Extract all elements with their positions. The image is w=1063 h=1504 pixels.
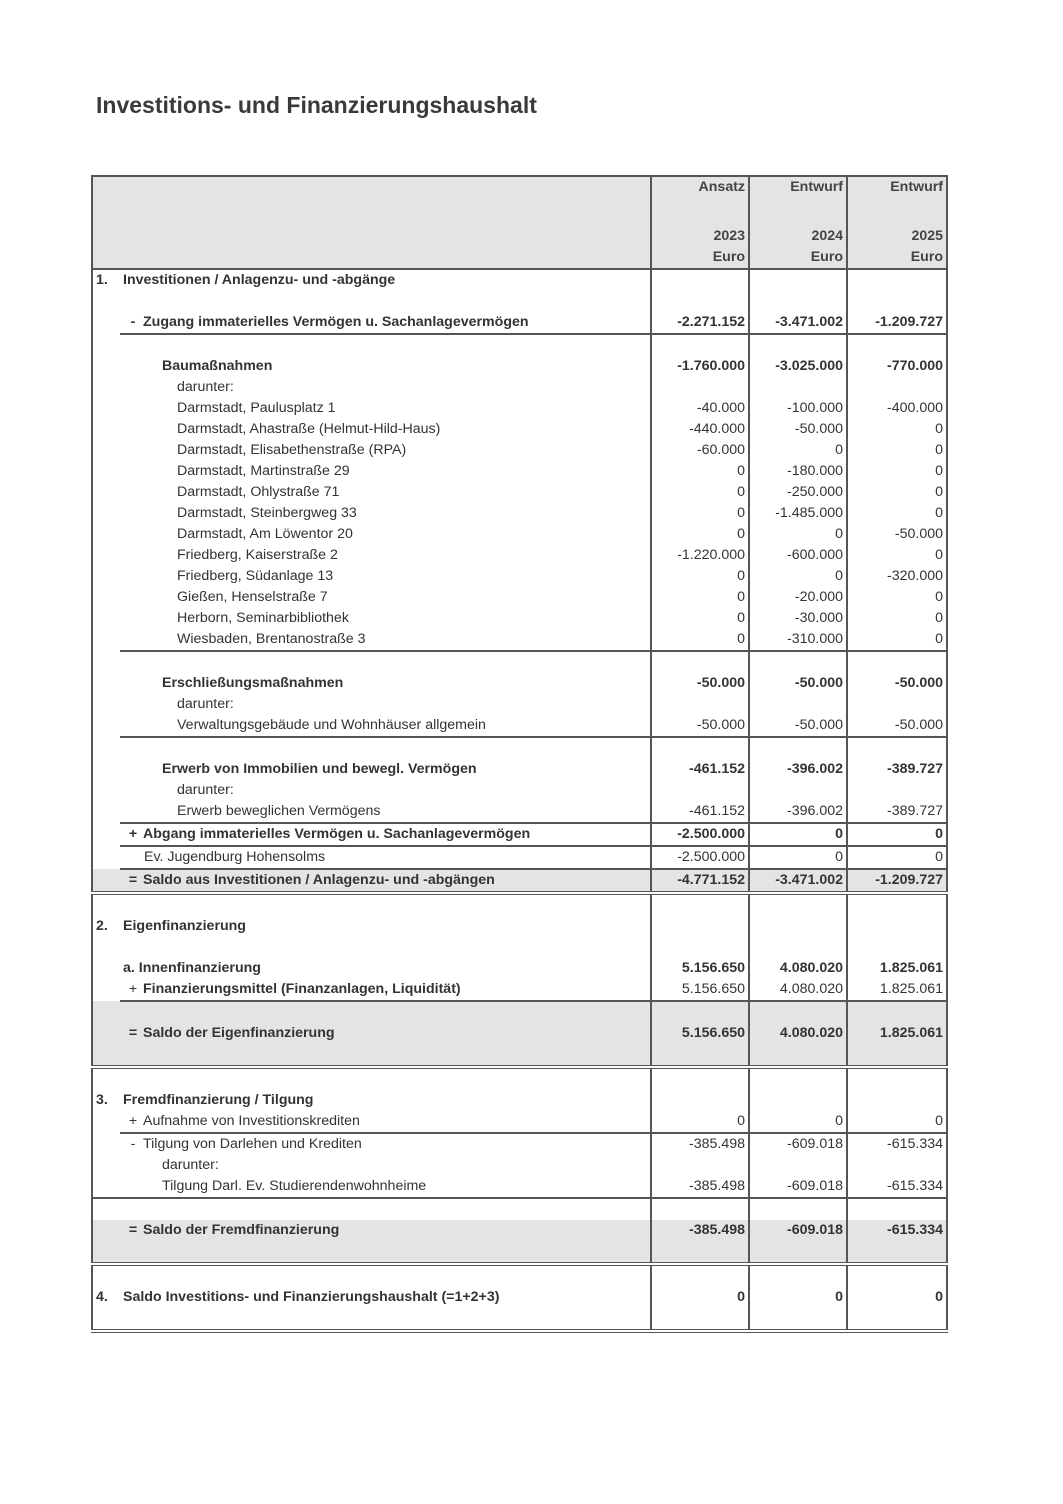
value-2023: 0 (651, 461, 749, 482)
value-2023: 0 (651, 1111, 749, 1133)
row-symbol: = (128, 1025, 138, 1041)
value-2025: 0 (847, 608, 947, 629)
value-2024: -30.000 (749, 608, 847, 629)
col-header-year: 2023 (651, 226, 749, 247)
table-row (92, 356, 947, 377)
table-row (92, 377, 947, 398)
finance-table (91, 175, 948, 1333)
value-2025: -400.000 (847, 398, 947, 419)
value-2023: -385.498 (651, 1176, 749, 1198)
value-2023: -50.000 (651, 673, 749, 694)
value-2024: 4.080.020 (749, 1023, 847, 1044)
section-number: 4. (92, 1287, 120, 1308)
value-2025: -615.334 (847, 1133, 947, 1155)
row-label: Erschließungsmaßnahmen (162, 675, 344, 691)
row-symbol: = (128, 872, 138, 888)
table-row (92, 545, 947, 566)
section-number: 3. (92, 1090, 120, 1111)
value-2025: 0 (847, 503, 947, 524)
table-row (92, 1155, 947, 1176)
table-row (92, 780, 947, 801)
header-row-label (92, 176, 947, 198)
value-2025: 0 (847, 440, 947, 461)
col-header-unit: Euro (749, 247, 847, 269)
row-label: darunter: (177, 379, 234, 395)
section-row (92, 1090, 947, 1111)
row-label: Gießen, Henselstraße 7 (177, 589, 328, 605)
table-row (92, 461, 947, 482)
row-label: Finanzierungsmittel (Finanzanlagen, Liquidität) (143, 981, 461, 997)
saldo-row (92, 1023, 947, 1044)
value-2024: -250.000 (749, 482, 847, 503)
table-row (92, 979, 947, 1001)
value-2025: 1.825.061 (847, 1023, 947, 1044)
table-row (92, 958, 947, 979)
value-2025: -389.727 (847, 759, 947, 780)
value-2024: -50.000 (749, 715, 847, 737)
table-row (92, 524, 947, 545)
value-2023: -1.760.000 (651, 356, 749, 377)
value-2023: -1.220.000 (651, 545, 749, 566)
value-2023: 5.156.650 (651, 1023, 749, 1044)
row-label: Fremdfinanzierung / Tilgung (123, 1092, 314, 1108)
value-2023: 0 (651, 1287, 749, 1308)
value-2024: -600.000 (749, 545, 847, 566)
value-2023: 0 (651, 503, 749, 524)
value-2023: -2.271.152 (651, 312, 749, 334)
saldo-row (92, 1220, 947, 1241)
value-2025: -615.334 (847, 1176, 947, 1198)
value-2025: 1.825.061 (847, 958, 947, 979)
value-2025: -1.209.727 (847, 312, 947, 334)
value-2025: -50.000 (847, 673, 947, 694)
row-label: Herborn, Seminarbibliothek (177, 610, 349, 626)
value-2024: -609.018 (749, 1176, 847, 1198)
value-2023: -461.152 (651, 801, 749, 823)
page-title: Investitions- und Finanzierungshaushalt (96, 92, 537, 118)
value-2025: 0 (847, 587, 947, 608)
row-label: Saldo aus Investitionen / Anlagenzu- und -abgängen (143, 872, 495, 888)
section-number: 2. (92, 916, 120, 937)
row-label: darunter: (162, 1157, 219, 1173)
value-2024: -50.000 (749, 419, 847, 440)
row-label: Investitionen / Anlagenzu- und -abgänge (123, 272, 396, 288)
value-2025: -1.209.727 (847, 869, 947, 893)
table-row (92, 673, 947, 694)
value-2024: -3.471.002 (749, 312, 847, 334)
value-2024: -50.000 (749, 673, 847, 694)
value-2025: -50.000 (847, 524, 947, 545)
saldo-row (92, 869, 947, 893)
value-2025: 0 (847, 461, 947, 482)
value-2025: -50.000 (847, 715, 947, 737)
row-symbol: - (130, 314, 136, 330)
row-label: Saldo der Eigenfinanzierung (143, 1025, 335, 1041)
value-2024: -396.002 (749, 759, 847, 780)
row-symbol: = (128, 1222, 138, 1238)
value-2024: 4.080.020 (749, 958, 847, 979)
row-label: Erwerb beweglichen Vermögens (148, 801, 651, 823)
table-row (92, 587, 947, 608)
value-2025: -389.727 (847, 801, 947, 823)
value-2023: 0 (651, 566, 749, 587)
row-label: Tilgung von Darlehen und Krediten (143, 1136, 362, 1152)
row-symbol: - (130, 1136, 136, 1152)
value-2023: -50.000 (651, 715, 749, 737)
col-header-unit: Euro (651, 247, 749, 269)
row-label: Darmstadt, Paulusplatz 1 (177, 400, 336, 416)
row-label: Saldo Investitions- und Finanzierungshaushalt (=1+2+3) (123, 1289, 500, 1305)
value-2024: -609.018 (749, 1220, 847, 1241)
row-label: Darmstadt, Martinstraße 29 (177, 463, 350, 479)
value-2025: 0 (847, 545, 947, 566)
table-row (92, 440, 947, 461)
value-2024: 0 (749, 440, 847, 461)
col-header-unit: Euro (847, 247, 947, 269)
value-2023: -60.000 (651, 440, 749, 461)
row-label: Friedberg, Südanlage 13 (177, 568, 334, 584)
table-row (92, 715, 947, 737)
row-label: Zugang immaterielles Vermögen u. Sachanlagevermögen (143, 314, 529, 330)
col-header-year: 2025 (847, 226, 947, 247)
value-2024: -3.471.002 (749, 869, 847, 893)
table-row (92, 1176, 947, 1198)
value-2024: 0 (749, 846, 847, 869)
value-2023: 5.156.650 (651, 979, 749, 1001)
value-2025: 0 (847, 1111, 947, 1133)
value-2024: -396.002 (749, 801, 847, 823)
table-row (92, 846, 947, 869)
value-2024: -609.018 (749, 1133, 847, 1155)
value-2024: -100.000 (749, 398, 847, 419)
row-label: Baumaßnahmen (162, 358, 273, 374)
row-label: a. Innenfinanzierung (123, 960, 261, 976)
table-row (92, 629, 947, 651)
table-row (92, 694, 947, 715)
row-label: Aufnahme von Investitionskrediten (143, 1113, 360, 1129)
value-2025: 0 (847, 419, 947, 440)
row-label: Saldo der Fremdfinanzierung (143, 1222, 340, 1238)
row-label: Eigenfinanzierung (123, 918, 246, 934)
value-2025: 0 (847, 823, 947, 846)
row-label: darunter: (177, 696, 234, 712)
table-row (92, 482, 947, 503)
table-row (92, 801, 947, 823)
value-2023: -2.500.000 (651, 846, 749, 869)
value-2024: 0 (749, 823, 847, 846)
table-row (92, 398, 947, 419)
header-row-year (92, 226, 947, 247)
value-2024: 4.080.020 (749, 979, 847, 1001)
value-2024: -180.000 (749, 461, 847, 482)
value-2024: 0 (749, 1111, 847, 1133)
row-label: Darmstadt, Ahastraße (Helmut-Hild-Haus) (177, 421, 441, 437)
table-row (92, 312, 947, 334)
table-row (92, 566, 947, 587)
header-row-unit (92, 247, 947, 269)
col-header-label: Entwurf (847, 176, 947, 198)
value-2024: 0 (749, 566, 847, 587)
section-row (92, 1287, 947, 1308)
row-label: Tilgung Darl. Ev. Studierendenwohnheime (162, 1178, 427, 1194)
row-symbol: + (128, 981, 138, 997)
col-header-label: Entwurf (749, 176, 847, 198)
value-2023: -385.498 (651, 1133, 749, 1155)
section-number: 1. (92, 269, 120, 291)
value-2025: -320.000 (847, 566, 947, 587)
table-row (92, 823, 947, 846)
value-2025: 0 (847, 846, 947, 869)
value-2023: 0 (651, 587, 749, 608)
section-row (92, 916, 947, 937)
value-2023: 5.156.650 (651, 958, 749, 979)
row-label: Darmstadt, Steinbergweg 33 (177, 505, 357, 521)
row-label: Darmstadt, Ohlystraße 71 (177, 484, 340, 500)
value-2023: 0 (651, 629, 749, 651)
row-label: Erwerb von Immobilien und bewegl. Vermögen (162, 761, 477, 777)
table-row (92, 503, 947, 524)
row-label: Abgang immaterielles Vermögen u. Sachanlagevermögen (143, 826, 531, 842)
row-label: Friedberg, Kaiserstraße 2 (177, 547, 338, 563)
col-header-year: 2024 (749, 226, 847, 247)
table-row (92, 759, 947, 780)
table-row (92, 419, 947, 440)
section-row (92, 269, 947, 291)
row-label: Ev. Jugendburg Hohensolms (120, 846, 651, 869)
row-label: Darmstadt, Am Löwentor 20 (177, 526, 353, 542)
value-2025: -770.000 (847, 356, 947, 377)
row-label: Verwaltungsgebäude und Wohnhäuser allgemein (148, 715, 651, 737)
row-label: darunter: (177, 782, 234, 798)
row-symbol: + (128, 1113, 138, 1129)
value-2023: 0 (651, 482, 749, 503)
value-2024: -310.000 (749, 629, 847, 651)
value-2024: 0 (749, 1287, 847, 1308)
value-2024: 0 (749, 524, 847, 545)
value-2023: -440.000 (651, 419, 749, 440)
value-2023: -385.498 (651, 1220, 749, 1241)
value-2025: 0 (847, 1287, 947, 1308)
value-2023: -2.500.000 (651, 823, 749, 846)
row-label: Darmstadt, Elisabethenstraße (RPA) (177, 442, 407, 458)
value-2024: -3.025.000 (749, 356, 847, 377)
value-2024: -20.000 (749, 587, 847, 608)
value-2025: 0 (847, 482, 947, 503)
row-label: Wiesbaden, Brentanostraße 3 (148, 629, 651, 651)
value-2025: 1.825.061 (847, 979, 947, 1001)
value-2023: -40.000 (651, 398, 749, 419)
table-row (92, 1111, 947, 1133)
value-2023: -461.152 (651, 759, 749, 780)
value-2025: 0 (847, 629, 947, 651)
table-row (92, 608, 947, 629)
value-2023: 0 (651, 608, 749, 629)
value-2023: -4.771.152 (651, 869, 749, 893)
table-row (92, 1133, 947, 1155)
value-2024: -1.485.000 (749, 503, 847, 524)
value-2023: 0 (651, 524, 749, 545)
row-symbol: + (128, 826, 138, 842)
value-2025: -615.334 (847, 1220, 947, 1241)
col-header-label: Ansatz (651, 176, 749, 198)
